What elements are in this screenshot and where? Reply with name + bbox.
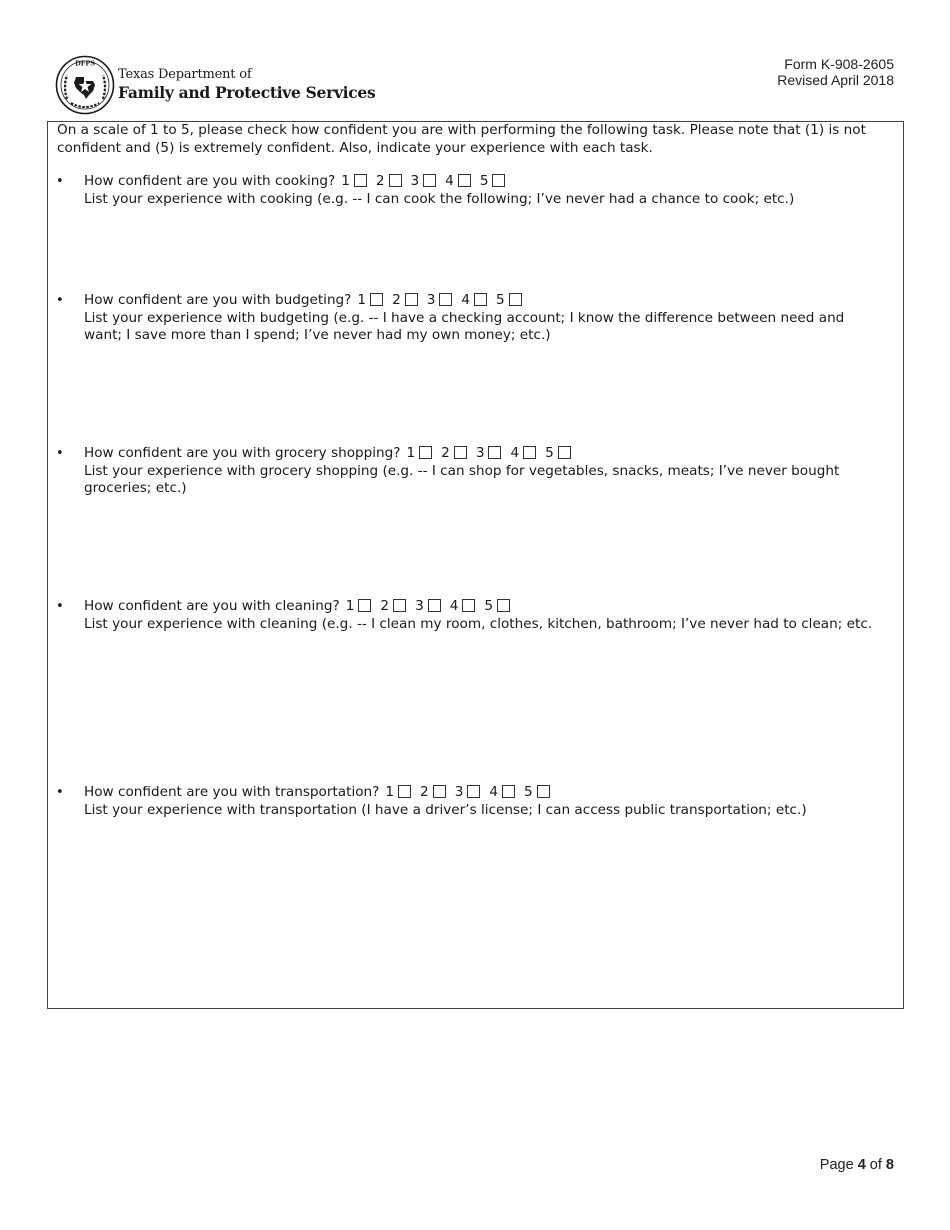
rating-option[interactable] (480, 173, 506, 191)
rating-option[interactable] (545, 445, 571, 463)
page-number (820, 1157, 894, 1173)
rating-option[interactable] (450, 598, 476, 616)
rating-option-label: 3 (415, 598, 424, 614)
rating-checkbox[interactable] (405, 293, 418, 306)
rating-checkbox[interactable] (370, 293, 383, 306)
rating-option-label: 2 (375, 173, 385, 189)
rating-checkbox[interactable] (488, 446, 501, 459)
rating-checkbox[interactable] (433, 785, 446, 798)
agency-name-line1: Texas Department of (118, 67, 252, 82)
rating-checkbox[interactable] (462, 599, 475, 612)
rating-option[interactable] (407, 445, 433, 463)
rating-option-label: 2 (420, 784, 429, 800)
form-number: Form K-908-2605 (784, 56, 894, 72)
rating-option-label: 3 (475, 445, 485, 461)
dfps-seal-logo (55, 55, 115, 115)
bullet-icon: • (56, 174, 64, 189)
instructions-text: On a scale of 1 to 5, please check how confident you are with performing the following task. Please note that (1) is not confident and (5) is extremely confident. Also, indicate your experience with each task. (57, 122, 866, 156)
rating-checkbox[interactable] (537, 785, 550, 798)
question-text: How confident are you with transportation? (84, 784, 380, 800)
experience-prompt: List your experience with grocery shopping (e.g. -- I can shop for vegetables, snacks, meats; I’ve never bought groceries; etc.) (84, 462, 840, 496)
rating-option-label: 5 (496, 292, 505, 308)
rating-option-label: 5 (524, 784, 533, 800)
rating-option[interactable] (441, 445, 467, 463)
rating-option-label: 4 (510, 445, 520, 461)
rating-option[interactable] (392, 292, 418, 310)
rating-option-label: 4 (445, 173, 454, 189)
rating-option-label: 4 (461, 292, 471, 308)
rating-checkbox[interactable] (497, 599, 510, 612)
experience-prompt: List your experience with budgeting (e.g. -- I have a checking account; I know the difference between need and want; I save more than I spend; I’ve never had my own money; etc.) (84, 309, 845, 343)
rating-checkbox[interactable] (474, 293, 487, 306)
bullet-icon: • (56, 785, 64, 800)
experience-prompt: List your experience with cooking (e.g. -- I can cook the following; I’ve never had a chance to cook; etc.) (84, 190, 795, 207)
rating-option[interactable] (489, 784, 515, 802)
rating-checkbox[interactable] (523, 446, 536, 459)
rating-checkbox[interactable] (509, 293, 522, 306)
rating-checkbox[interactable] (428, 599, 441, 612)
questionnaire-frame (47, 121, 904, 1009)
rating-checkbox[interactable] (419, 446, 432, 459)
question-text: How confident are you with cooking? (84, 173, 336, 189)
page-label: Page (819, 1157, 854, 1173)
rating-option[interactable] (411, 173, 437, 191)
rating-option[interactable] (357, 292, 383, 310)
rating-option[interactable] (427, 292, 453, 310)
bullet-icon: • (56, 599, 64, 614)
bullet-icon: • (56, 446, 64, 461)
bullet-icon: • (56, 293, 64, 308)
rating-option-label: 1 (341, 173, 350, 189)
rating-option[interactable] (341, 173, 367, 191)
page-of: of (869, 1157, 882, 1173)
rating-checkbox[interactable] (358, 599, 371, 612)
rating-option-label: 2 (392, 292, 401, 308)
rating-option[interactable] (420, 784, 446, 802)
rating-checkbox[interactable] (389, 174, 402, 187)
page-header (0, 0, 950, 120)
rating-option-label: 1 (345, 598, 355, 614)
rating-option[interactable] (524, 784, 550, 802)
question-text: How confident are you with budgeting? (84, 292, 352, 308)
question-text: How confident are you with grocery shopping? (84, 445, 401, 461)
rating-option-label: 4 (449, 598, 459, 614)
experience-prompt: List your experience with cleaning (e.g. -- I clean my room, clothes, kitchen, bathroom; I’ve never had to clean; etc. (84, 615, 873, 632)
rating-option[interactable] (455, 784, 481, 802)
rating-option[interactable] (376, 173, 402, 191)
experience-prompt: List your experience with transportation (I have a driver’s license; I can access public transportation; etc.) (84, 801, 807, 818)
rating-option-label: 3 (454, 784, 464, 800)
rating-checkbox[interactable] (492, 174, 505, 187)
rating-option-label: 2 (380, 598, 390, 614)
confidence-question-line (84, 598, 519, 616)
rating-checkbox[interactable] (467, 785, 480, 798)
rating-option[interactable] (415, 598, 441, 616)
rating-checkbox[interactable] (454, 446, 467, 459)
rating-checkbox[interactable] (558, 446, 571, 459)
rating-checkbox[interactable] (423, 174, 436, 187)
rating-checkbox[interactable] (393, 599, 406, 612)
rating-option[interactable] (346, 598, 372, 616)
confidence-question-line (84, 445, 580, 463)
agency-name (118, 66, 375, 103)
rating-option[interactable] (484, 598, 510, 616)
agency-name-line2: Family and Protective Services (118, 83, 376, 102)
rating-option-label: 1 (357, 292, 367, 308)
rating-option-label: 3 (426, 292, 436, 308)
rating-option[interactable] (510, 445, 536, 463)
rating-option-label: 3 (410, 173, 420, 189)
rating-option-label: 5 (479, 173, 489, 189)
rating-option-label: 1 (385, 784, 395, 800)
rating-checkbox[interactable] (458, 174, 471, 187)
confidence-question-line (84, 784, 559, 802)
confidence-question-line (84, 292, 531, 310)
rating-checkbox[interactable] (502, 785, 515, 798)
rating-checkbox[interactable] (354, 174, 367, 187)
rating-option[interactable] (445, 173, 471, 191)
rating-checkbox[interactable] (439, 293, 452, 306)
page-total: 8 (885, 1157, 894, 1173)
rating-option-label: 4 (489, 784, 498, 800)
rating-checkbox[interactable] (398, 785, 411, 798)
page-current: 4 (857, 1157, 866, 1173)
rating-option[interactable] (476, 445, 502, 463)
rating-option[interactable] (385, 784, 411, 802)
form-revised-date: Revised April 2018 (777, 72, 894, 88)
confidence-question-line (84, 173, 514, 191)
rating-option[interactable] (461, 292, 487, 310)
rating-option-label: 1 (406, 445, 416, 461)
form-meta (777, 56, 894, 88)
question-text: How confident are you with cleaning? (84, 598, 340, 614)
rating-option[interactable] (380, 598, 406, 616)
svg-text:DFPS: DFPS (75, 59, 95, 68)
rating-option[interactable] (496, 292, 522, 310)
rating-option-label: 5 (484, 598, 494, 614)
rating-option-label: 5 (545, 445, 554, 461)
rating-option-label: 2 (441, 445, 450, 461)
